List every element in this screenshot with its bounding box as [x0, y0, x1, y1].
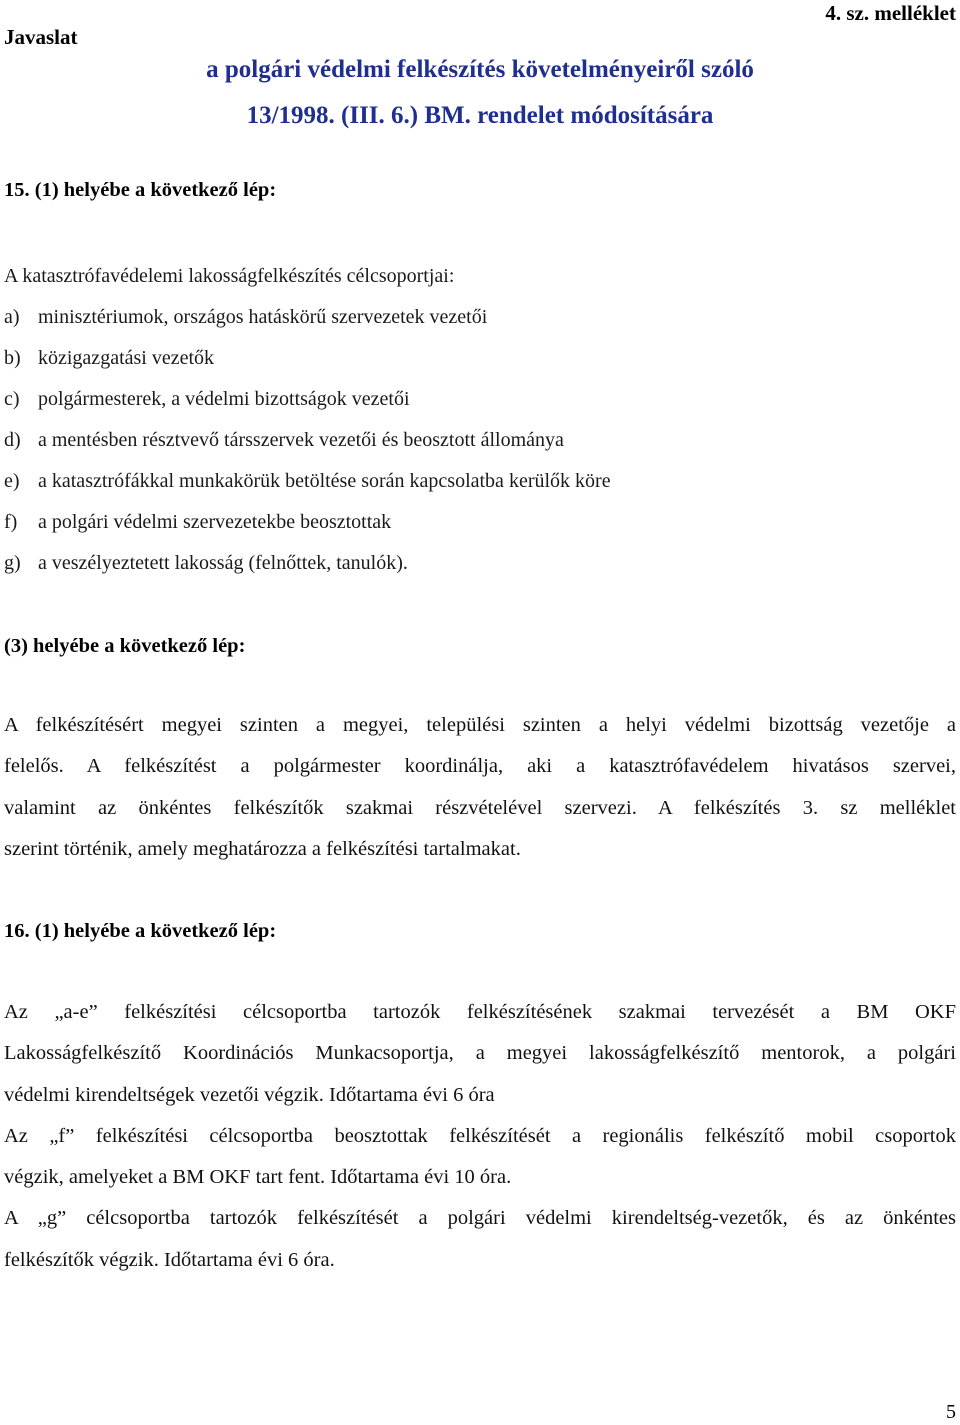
- list-item-letter: a): [4, 306, 20, 328]
- list-item-letter: c): [4, 388, 20, 410]
- paragraph-line: felkészítők végzik. Időtartama évi 6 óra.: [4, 1248, 335, 1271]
- section-15-heading: 15. (1) helyébe a következő lép:: [4, 179, 277, 201]
- paragraph-line: védelmi kirendeltségek vezetői végzik. Időtartama évi 6 óra: [4, 1083, 495, 1106]
- list-item-letter: b): [4, 347, 21, 369]
- list-item-letter: d): [4, 429, 21, 451]
- responsibility-paragraph: [4, 705, 956, 870]
- document-title-line-2: 13/1998. (III. 6.) BM. rendelet módosítására: [246, 102, 714, 129]
- list-item-text: a veszélyeztetett lakosság (felnőttek, tanulók).: [38, 552, 408, 574]
- paragraph-line: valamint az önkéntes felkészítők szakmai részvételével szervezi. A felkészítés 3. sz melléklet: [4, 796, 956, 819]
- list-item-text: a mentésben résztvevő társszervek vezetői és beosztott állománya: [38, 429, 564, 451]
- list-item: [4, 426, 564, 454]
- list-item-letter: g): [4, 552, 21, 574]
- subsection-3-heading: (3) helyébe a következő lép:: [4, 635, 246, 657]
- list-item-letter: f): [4, 511, 18, 533]
- paragraph-line: végzik, amelyeket a BM OKF tart fent. Időtartama évi 10 óra.: [4, 1166, 512, 1189]
- paragraph-line: Az „a-e” felkészítési célcsoportba tartozók felkészítésének szakmai tervezését a BM OKF: [4, 1001, 956, 1023]
- list-item-letter: e): [4, 470, 20, 492]
- paragraph-line: A felkészítésért megyei szinten a megyei, települési szinten a helyi védelmi bizottság vezetője a: [4, 714, 956, 736]
- list-item-text: polgármesterek, a védelmi bizottságok vezetői: [38, 388, 410, 410]
- list-item-text: a katasztrófákkal munkakörük betöltése során kapcsolatba kerülők köre: [38, 470, 611, 492]
- page-number: 5: [946, 1401, 956, 1423]
- document-title-line-1: a polgári védelmi felkészítés követelményeiről szóló: [206, 56, 754, 83]
- list-item-text: minisztériumok, országos hatáskörű szervezetek vezetői: [38, 306, 488, 328]
- list-item: [4, 344, 214, 372]
- list-item: [4, 467, 611, 495]
- list-item: [4, 385, 410, 413]
- paragraph-line: Az „f” felkészítési célcsoportba beosztottak felkészítését a regionális felkészítő mobil csoportok: [4, 1124, 956, 1147]
- list-item: [4, 549, 408, 577]
- paragraph-line: Lakosságfelkészítő Koordinációs Munkacsoportja, a megyei lakosságfelkészítő mentorok, a polgári: [4, 1042, 956, 1065]
- section-16-heading: 16. (1) helyébe a következő lép:: [4, 920, 277, 942]
- paragraph-line: szerint történik, amely meghatározza a felkészítési tartalmakat.: [4, 837, 521, 860]
- proposal-label: Javaslat: [4, 25, 78, 49]
- annex-label: 4. sz. melléklet: [825, 1, 956, 25]
- list-item: [4, 303, 487, 331]
- list-item-text: közigazgatási vezetők: [38, 347, 215, 369]
- target-groups-intro: A katasztrófavédelemi lakosságfelkészítés célcsoportjai:: [4, 265, 455, 287]
- paragraph-line: A „g” célcsoportba tartozók felkészítését a polgári védelmi kirendeltség-vezetők, és az önkéntes: [4, 1207, 956, 1230]
- list-item: [4, 508, 391, 536]
- training-paragraph: [4, 992, 956, 1281]
- list-item-text: a polgári védelmi szervezetekbe beosztottak: [38, 511, 392, 533]
- paragraph-line: felelős. A felkészítést a polgármester koordinálja, aki a katasztrófavédelem hivatásos szervei,: [4, 755, 956, 778]
